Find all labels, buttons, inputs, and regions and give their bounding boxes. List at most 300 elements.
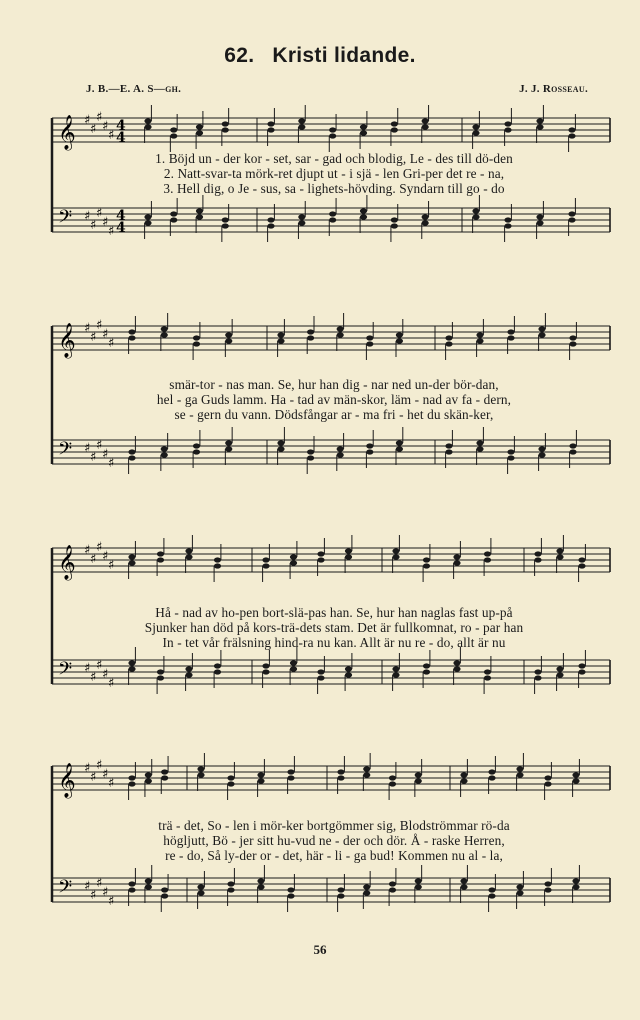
bass-sharp-icon: ♯ xyxy=(84,661,91,676)
bass-note-head xyxy=(422,214,429,219)
treble-time-top: 4 xyxy=(116,118,126,134)
bass-note-head xyxy=(157,669,164,674)
lyrics-block-2 xyxy=(56,377,612,422)
bass-note-head xyxy=(128,666,135,671)
bass-note-head xyxy=(197,884,204,889)
treble-note-head xyxy=(287,769,294,774)
bass-time-bottom: 4 xyxy=(116,220,126,236)
lyrics-block-1 xyxy=(56,151,612,196)
bass-note-head xyxy=(472,208,479,213)
treble-sharp-icon: ♯ xyxy=(108,776,115,791)
treble-note-head xyxy=(267,121,274,126)
bass-note-head xyxy=(445,449,452,454)
hymn-number: 62. xyxy=(224,44,255,67)
bass-note-head xyxy=(197,890,204,895)
bass-note-head xyxy=(534,669,541,674)
treble-note-head xyxy=(415,772,422,777)
bass-note-head xyxy=(366,449,373,454)
bass-note-head xyxy=(337,446,344,451)
bass-note-head xyxy=(389,887,396,892)
treble-note-head xyxy=(423,557,430,562)
bass-note-head xyxy=(391,223,398,228)
treble-note-head xyxy=(568,133,575,138)
lyric-verse-3: re - do, Så ly-der or - det, här - li - ga bud! Kommen nu al - la, xyxy=(165,848,503,863)
lyric-verse-3: 3. Hell dig, o Je - sus, sa - lighets-hövding. Syndarn till go - do xyxy=(163,181,505,196)
treble-note-head xyxy=(128,329,135,334)
treble-clef-icon: 𝄞 xyxy=(58,323,76,358)
bass-note-head xyxy=(572,878,579,883)
bass-sharp-icon: ♯ xyxy=(96,876,103,891)
treble-note-head xyxy=(423,563,430,568)
treble-note-head xyxy=(222,121,229,126)
bass-note-head xyxy=(504,217,511,222)
bass-note-head xyxy=(507,455,514,460)
bass-note-head xyxy=(161,446,168,451)
bass-note-head xyxy=(345,666,352,671)
treble-note-head xyxy=(453,560,460,565)
treble-note-head xyxy=(128,554,135,559)
bass-note-head xyxy=(568,211,575,216)
treble-note-head xyxy=(145,772,152,777)
bass-sharp-icon: ♯ xyxy=(108,456,115,471)
treble-note-head xyxy=(128,781,135,786)
treble-sharp-icon: ♯ xyxy=(102,327,109,342)
bass-note-head xyxy=(484,669,491,674)
treble-note-head xyxy=(214,563,221,568)
bass-sharp-icon: ♯ xyxy=(84,209,91,224)
treble-note-head xyxy=(569,335,576,340)
treble-note-head xyxy=(307,335,314,340)
bass-note-head xyxy=(360,208,367,213)
bass-note-head xyxy=(488,893,495,898)
bass-note-head xyxy=(572,884,579,889)
treble-note-head xyxy=(538,326,545,331)
treble-note-head xyxy=(227,775,234,780)
bass-note-head xyxy=(472,214,479,219)
treble-note-head xyxy=(504,127,511,132)
treble-note-head xyxy=(538,332,545,337)
bass-note-head xyxy=(157,675,164,680)
bass-clef-icon: 𝄢 xyxy=(58,207,73,232)
bass-sharp-icon: ♯ xyxy=(90,450,97,465)
treble-note-head xyxy=(445,335,452,340)
bass-note-head xyxy=(307,455,314,460)
bass-note-head xyxy=(445,443,452,448)
bass-sharp-icon: ♯ xyxy=(108,676,115,691)
treble-note-head xyxy=(185,554,192,559)
bass-note-head xyxy=(193,443,200,448)
bass-sharp-icon: ♯ xyxy=(102,667,109,682)
treble-note-head xyxy=(145,778,152,783)
bass-note-head xyxy=(453,660,460,665)
treble-note-head xyxy=(185,548,192,553)
bass-note-head xyxy=(516,890,523,895)
treble-note-head xyxy=(422,118,429,123)
lyric-verse-1: 1. Böjd un - der kor - set, sar - gad och blodig, Le - des till dö-den xyxy=(155,151,513,166)
treble-note-head xyxy=(298,124,305,129)
treble-note-head xyxy=(225,332,232,337)
treble-note-head xyxy=(578,563,585,568)
bass-sharp-icon: ♯ xyxy=(90,218,97,233)
treble-clef-icon: 𝄞 xyxy=(58,115,76,150)
treble-note-head xyxy=(476,332,483,337)
bass-note-head xyxy=(569,443,576,448)
treble-note-head xyxy=(157,551,164,556)
treble-note-head xyxy=(337,775,344,780)
treble-sharp-icon: ♯ xyxy=(96,110,103,125)
bass-note-head xyxy=(227,887,234,892)
treble-note-head xyxy=(170,133,177,138)
bass-note-head xyxy=(460,878,467,883)
treble-note-head xyxy=(389,775,396,780)
treble-note-head xyxy=(556,548,563,553)
bass-note-head xyxy=(329,211,336,216)
treble-note-head xyxy=(389,781,396,786)
bass-note-head xyxy=(391,217,398,222)
treble-note-head xyxy=(307,329,314,334)
bass-note-head xyxy=(161,893,168,898)
bass-note-head xyxy=(128,455,135,460)
treble-note-head xyxy=(415,778,422,783)
treble-note-head xyxy=(534,551,541,556)
treble-note-head xyxy=(366,335,373,340)
treble-sharp-icon: ♯ xyxy=(90,122,97,137)
bass-note-head xyxy=(193,449,200,454)
bass-sharp-icon: ♯ xyxy=(108,894,115,909)
treble-note-head xyxy=(516,772,523,777)
bass-note-head xyxy=(337,893,344,898)
treble-note-head xyxy=(391,127,398,132)
bass-note-head xyxy=(222,223,229,228)
bass-note-head xyxy=(556,666,563,671)
treble-note-head xyxy=(504,121,511,126)
bass-note-head xyxy=(196,214,203,219)
treble-note-head xyxy=(360,124,367,129)
treble-note-head xyxy=(392,554,399,559)
bass-note-head xyxy=(488,887,495,892)
bass-sharp-icon: ♯ xyxy=(96,206,103,221)
treble-sharp-icon: ♯ xyxy=(96,758,103,773)
lyrics-block-3 xyxy=(56,605,612,650)
treble-note-head xyxy=(197,766,204,771)
treble-note-head xyxy=(507,335,514,340)
bass-note-head xyxy=(225,446,232,451)
lyric-verse-2: hel - ga Guds lamm. Ha - tad av män-skor, läm - nad av fa - dern, xyxy=(156,392,512,407)
bass-note-head xyxy=(504,223,511,228)
bass-note-head xyxy=(396,446,403,451)
treble-clef-icon: 𝄞 xyxy=(58,545,76,580)
treble-sharp-icon: ♯ xyxy=(108,128,115,143)
treble-note-head xyxy=(460,778,467,783)
treble-sharp-icon: ♯ xyxy=(90,552,97,567)
bass-note-head xyxy=(568,217,575,222)
treble-note-head xyxy=(360,130,367,135)
treble-sharp-icon: ♯ xyxy=(84,761,91,776)
bass-sharp-icon: ♯ xyxy=(96,658,103,673)
bass-note-head xyxy=(128,881,135,886)
bass-note-head xyxy=(128,887,135,892)
lyric-verse-3: In - tet vår frälsning hind-ra nu kan. Allt är nu re - do, allt är nu xyxy=(162,635,506,650)
bass-note-head xyxy=(161,887,168,892)
bass-note-head xyxy=(170,211,177,216)
bass-note-head xyxy=(128,660,135,665)
treble-note-head xyxy=(396,338,403,343)
bass-note-head xyxy=(476,446,483,451)
bass-note-head xyxy=(214,663,221,668)
bass-note-head xyxy=(360,214,367,219)
bass-note-head xyxy=(185,672,192,677)
treble-note-head xyxy=(391,121,398,126)
bass-note-head xyxy=(287,893,294,898)
bass-note-head xyxy=(329,217,336,222)
bass-sharp-icon: ♯ xyxy=(90,670,97,685)
bass-sharp-icon: ♯ xyxy=(90,888,97,903)
treble-note-head xyxy=(257,778,264,783)
hymn-name: Kristi lidande. xyxy=(272,44,416,67)
treble-note-head xyxy=(422,124,429,129)
bass-note-head xyxy=(556,672,563,677)
bass-note-head xyxy=(415,878,422,883)
bass-note-head xyxy=(389,881,396,886)
bass-note-head xyxy=(290,660,297,665)
bass-note-head xyxy=(415,884,422,889)
bass-note-head xyxy=(392,672,399,677)
bass-note-head xyxy=(262,663,269,668)
lyric-verse-2: Sjunker han död på kors-trä-dets stam. Det är fullkomnat, ro - par han xyxy=(144,620,524,635)
bass-time-top: 4 xyxy=(116,208,126,224)
treble-note-head xyxy=(337,326,344,331)
treble-note-head xyxy=(128,775,135,780)
bass-note-head xyxy=(214,669,221,674)
treble-note-head xyxy=(337,769,344,774)
bass-note-head xyxy=(317,675,324,680)
treble-note-head xyxy=(345,548,352,553)
bass-note-head xyxy=(453,666,460,671)
bass-note-head xyxy=(337,887,344,892)
treble-sharp-icon: ♯ xyxy=(84,321,91,336)
lyric-verse-1: Hå - nad av ho-pen bort-slä-pas han. Se, hur han naglas fast up-på xyxy=(155,605,513,620)
lyric-verse-3: se - gern du vann. Dödsfångar ar - ma fri - het du skän-ker, xyxy=(174,407,494,422)
treble-note-head xyxy=(161,775,168,780)
bass-note-head xyxy=(507,449,514,454)
bass-note-head xyxy=(277,440,284,445)
lyric-verse-2: 2. Natt-svar-ta mörk-ret djupt ut - i sjä - len Gri-per det re - na, xyxy=(163,166,505,181)
treble-sharp-icon: ♯ xyxy=(84,543,91,558)
treble-sharp-icon: ♯ xyxy=(102,767,109,782)
treble-note-head xyxy=(197,772,204,777)
bass-note-head xyxy=(345,672,352,677)
treble-note-head xyxy=(544,781,551,786)
treble-time-bottom: 4 xyxy=(116,130,126,146)
music-credit: J. J. Rosseau. xyxy=(519,83,588,95)
treble-note-head xyxy=(161,326,168,331)
treble-note-head xyxy=(453,554,460,559)
bass-note-head xyxy=(366,443,373,448)
bass-sharp-icon: ♯ xyxy=(96,438,103,453)
treble-note-head xyxy=(392,548,399,553)
bass-note-head xyxy=(307,449,314,454)
treble-note-head xyxy=(472,130,479,135)
bass-note-head xyxy=(222,217,229,222)
bass-note-head xyxy=(287,887,294,892)
bass-note-head xyxy=(578,669,585,674)
treble-note-head xyxy=(569,341,576,346)
bass-note-head xyxy=(144,214,151,219)
bass-note-head xyxy=(185,666,192,671)
bass-clef-icon: 𝄢 xyxy=(58,439,73,464)
treble-note-head xyxy=(267,127,274,132)
bass-sharp-icon: ♯ xyxy=(102,885,109,900)
bass-note-head xyxy=(267,223,274,228)
treble-note-head xyxy=(516,766,523,771)
bass-note-head xyxy=(298,220,305,225)
bass-note-head xyxy=(396,440,403,445)
bass-note-head xyxy=(538,446,545,451)
treble-note-head xyxy=(225,338,232,343)
bass-note-head xyxy=(262,669,269,674)
treble-note-head xyxy=(578,557,585,562)
treble-note-head xyxy=(196,124,203,129)
bass-note-head xyxy=(484,675,491,680)
bass-sharp-icon: ♯ xyxy=(84,879,91,894)
treble-note-head xyxy=(488,769,495,774)
treble-note-head xyxy=(227,781,234,786)
treble-note-head xyxy=(170,127,177,132)
bass-note-head xyxy=(423,669,430,674)
treble-note-head xyxy=(568,127,575,132)
bass-sharp-icon: ♯ xyxy=(84,441,91,456)
bass-note-head xyxy=(544,881,551,886)
bass-clef-icon: 𝄢 xyxy=(58,877,73,902)
bass-note-head xyxy=(161,452,168,457)
page-number: 56 xyxy=(313,942,327,957)
treble-note-head xyxy=(556,554,563,559)
treble-note-head xyxy=(298,118,305,123)
treble-note-head xyxy=(366,341,373,346)
treble-note-head xyxy=(484,551,491,556)
treble-note-head xyxy=(128,560,135,565)
bass-note-head xyxy=(538,452,545,457)
lyric-verse-1: smär-tor - nas man. Se, hur han dig - nar ned un-der bör-dan, xyxy=(169,377,499,392)
bass-note-head xyxy=(460,884,467,889)
bass-note-head xyxy=(422,220,429,225)
treble-clef-icon: 𝄞 xyxy=(58,763,76,798)
bass-note-head xyxy=(569,449,576,454)
bass-note-head xyxy=(363,884,370,889)
bass-note-head xyxy=(145,878,152,883)
bass-note-head xyxy=(516,884,523,889)
bass-note-head xyxy=(317,669,324,674)
treble-note-head xyxy=(262,557,269,562)
lyric-verse-2: höglјutt, Bö - jer sitt hu-vud ne - der och dör. Å - raske Herren, xyxy=(163,833,505,848)
treble-note-head xyxy=(128,335,135,340)
treble-note-head xyxy=(144,124,151,129)
treble-note-head xyxy=(222,127,229,132)
treble-note-head xyxy=(144,118,151,123)
treble-sharp-icon: ♯ xyxy=(108,336,115,351)
treble-note-head xyxy=(257,772,264,777)
bass-note-head xyxy=(196,208,203,213)
bass-note-head xyxy=(534,675,541,680)
treble-note-head xyxy=(507,329,514,334)
treble-sharp-icon: ♯ xyxy=(102,549,109,564)
bass-sharp-icon: ♯ xyxy=(102,447,109,462)
treble-sharp-icon: ♯ xyxy=(108,558,115,573)
treble-note-head xyxy=(476,338,483,343)
bass-note-head xyxy=(257,884,264,889)
bass-note-head xyxy=(128,449,135,454)
hymn-title xyxy=(0,44,640,68)
treble-sharp-icon: ♯ xyxy=(90,330,97,345)
treble-note-head xyxy=(157,557,164,562)
bass-sharp-icon: ♯ xyxy=(102,215,109,230)
text-credit: J. B.—E. A. S—gh. xyxy=(86,83,182,95)
treble-note-head xyxy=(262,563,269,568)
treble-note-head xyxy=(277,338,284,343)
bass-note-head xyxy=(363,890,370,895)
treble-note-head xyxy=(536,118,543,123)
treble-note-head xyxy=(337,332,344,337)
treble-sharp-icon: ♯ xyxy=(84,113,91,128)
treble-sharp-icon: ♯ xyxy=(90,770,97,785)
treble-note-head xyxy=(329,133,336,138)
lyrics-block-4 xyxy=(56,818,612,863)
treble-note-head xyxy=(329,127,336,132)
treble-sharp-icon: ♯ xyxy=(102,119,109,134)
treble-note-head xyxy=(317,557,324,562)
treble-note-head xyxy=(363,766,370,771)
bass-note-head xyxy=(267,217,274,222)
treble-note-head xyxy=(196,130,203,135)
bass-note-head xyxy=(536,220,543,225)
treble-note-head xyxy=(488,775,495,780)
treble-note-head xyxy=(193,341,200,346)
bass-note-head xyxy=(544,887,551,892)
treble-note-head xyxy=(544,775,551,780)
treble-note-head xyxy=(445,341,452,346)
bass-note-head xyxy=(225,440,232,445)
bass-note-head xyxy=(144,220,151,225)
bass-clef-icon: 𝄢 xyxy=(58,659,73,684)
treble-note-head xyxy=(572,778,579,783)
treble-note-head xyxy=(214,557,221,562)
treble-note-head xyxy=(396,332,403,337)
bass-note-head xyxy=(298,214,305,219)
bass-note-head xyxy=(392,666,399,671)
bass-note-head xyxy=(227,881,234,886)
treble-note-head xyxy=(484,557,491,562)
treble-note-head xyxy=(317,551,324,556)
treble-note-head xyxy=(161,769,168,774)
bass-note-head xyxy=(423,663,430,668)
treble-note-head xyxy=(460,772,467,777)
treble-note-head xyxy=(277,332,284,337)
bass-note-head xyxy=(290,666,297,671)
treble-note-head xyxy=(287,775,294,780)
treble-note-head xyxy=(290,560,297,565)
treble-note-head xyxy=(536,124,543,129)
bass-note-head xyxy=(337,452,344,457)
bass-note-head xyxy=(536,214,543,219)
treble-note-head xyxy=(161,332,168,337)
lyric-verse-1: trä - det, So - len i mör-ker bortgömmer sig, Blodströmmar rö-da xyxy=(158,818,510,833)
treble-note-head xyxy=(572,772,579,777)
treble-note-head xyxy=(363,772,370,777)
bass-note-head xyxy=(170,217,177,222)
bass-note-head xyxy=(476,440,483,445)
treble-note-head xyxy=(290,554,297,559)
treble-sharp-icon: ♯ xyxy=(96,540,103,555)
